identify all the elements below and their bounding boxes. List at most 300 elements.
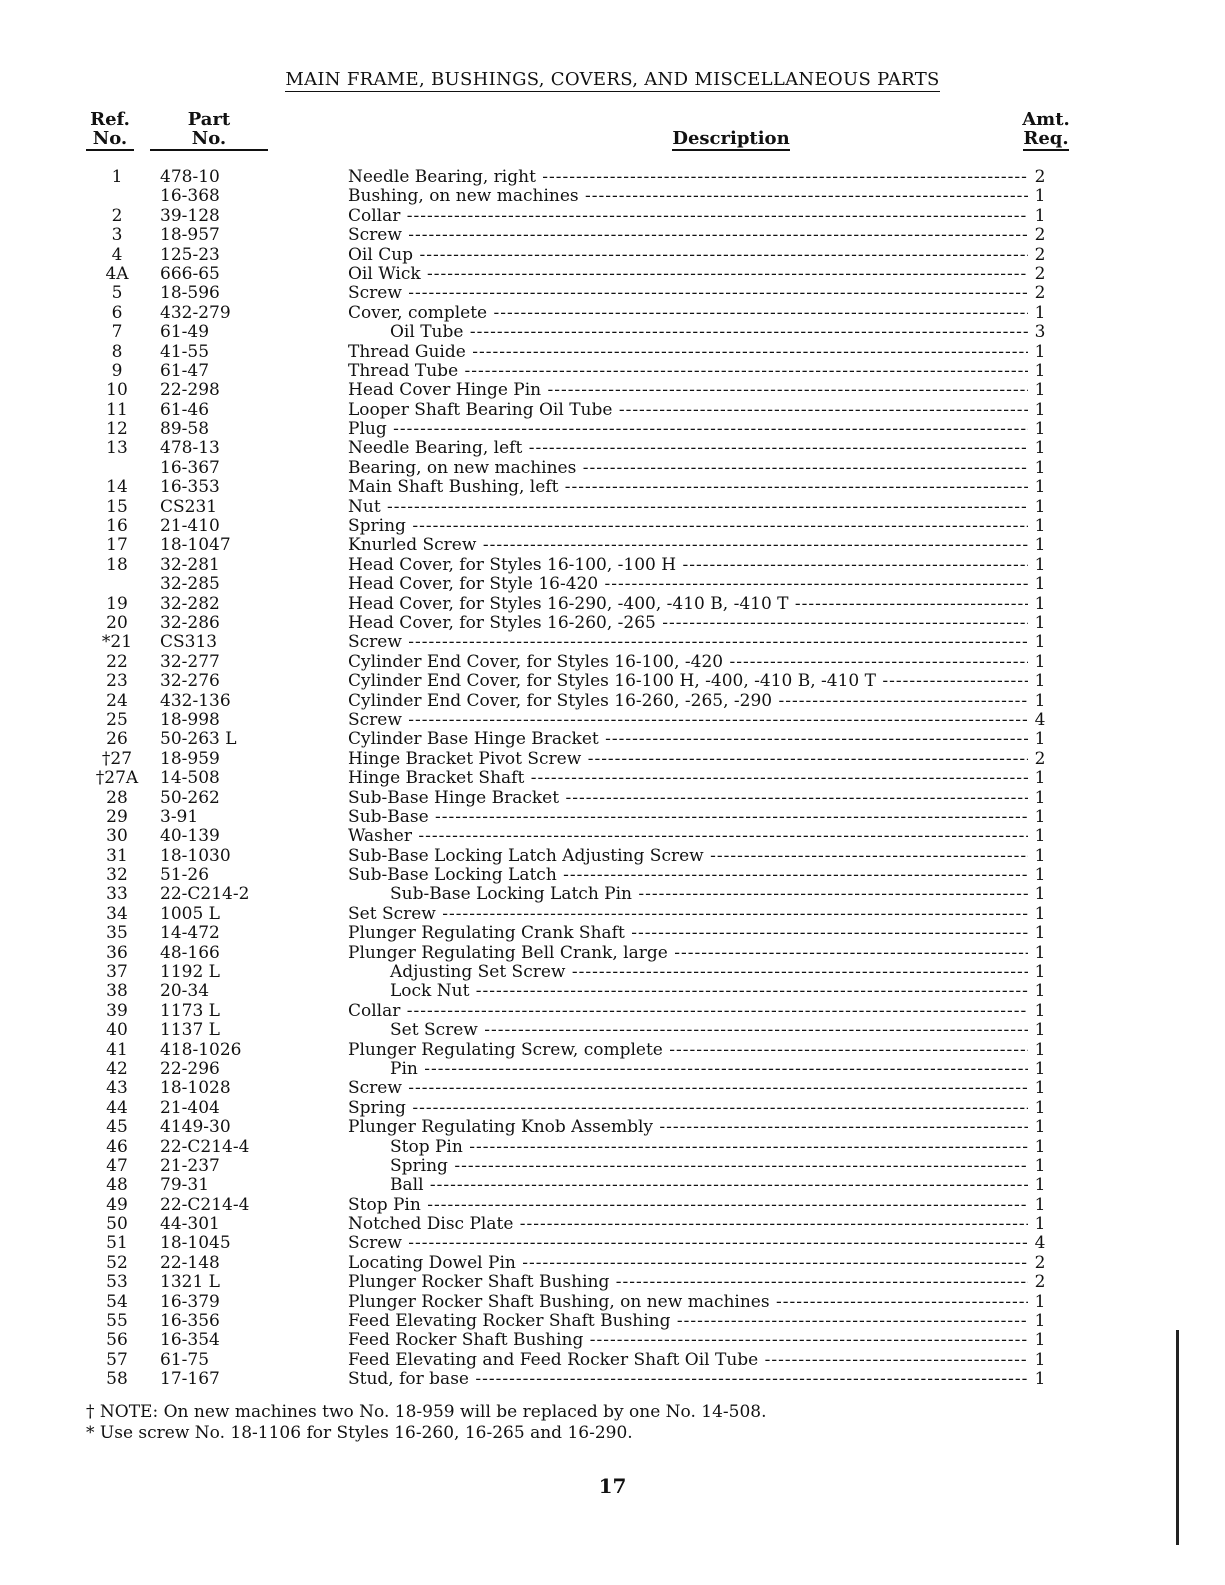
amount-cell: 2 — [1034, 1272, 1046, 1293]
description-cell: Feed Rocker Shaft Bushing ----- — [348, 1331, 1028, 1350]
part-no-cell: 18-1030 — [160, 845, 231, 866]
table-row — [0, 478, 1225, 497]
part-no-cell: 48-166 — [160, 942, 220, 963]
amount-cell: 1 — [1034, 477, 1046, 498]
amount-cell: 1 — [1034, 1000, 1046, 1021]
part-no-cell: 22-296 — [160, 1058, 220, 1079]
description-cell: Stop Pin ----- — [348, 1138, 1028, 1157]
table-row — [0, 711, 1225, 730]
table-row — [0, 1041, 1225, 1060]
amount-cell: 1 — [1034, 341, 1046, 362]
description-cell: Sub-Base Locking Latch Adjusting Screw ----- — [348, 847, 1028, 866]
part-no-cell: 16-356 — [160, 1311, 220, 1332]
part-no-cell: 44-301 — [160, 1214, 220, 1235]
part-no-cell: 16-367 — [160, 457, 220, 478]
amount-cell: 1 — [1034, 865, 1046, 886]
part-no-cell: 32-281 — [160, 554, 220, 575]
parts-table — [0, 168, 1225, 1390]
description-cell: Notched Disc Plate ----- — [348, 1215, 1028, 1234]
description-cell: Plug ----- — [348, 420, 1028, 439]
amount-cell: 1 — [1034, 574, 1046, 595]
amount-cell: 1 — [1034, 806, 1046, 827]
description-cell: Head Cover, for Styles 16-100, -100 H ----- — [348, 556, 1028, 575]
description-cell: Feed Elevating Rocker Shaft Bushing ----- — [348, 1312, 1028, 1331]
part-no-cell: 16-379 — [160, 1291, 220, 1312]
part-no-cell: 14-472 — [160, 923, 220, 944]
part-no-cell: 18-1047 — [160, 535, 231, 556]
part-no-cell: 16-353 — [160, 477, 220, 498]
ref-no-cell: 35 — [106, 923, 128, 944]
description-cell: Oil Wick ----- — [348, 265, 1028, 284]
ref-no-cell: 56 — [106, 1330, 128, 1351]
description-cell: Set Screw ----- — [348, 905, 1028, 924]
table-row — [0, 963, 1225, 982]
table-row — [0, 575, 1225, 594]
amount-cell: 1 — [1034, 981, 1046, 1002]
ref-no-cell: 58 — [106, 1369, 128, 1390]
ref-no-cell: 10 — [106, 380, 128, 401]
ref-no-cell: 11 — [106, 399, 128, 420]
amount-cell: 1 — [1034, 1214, 1046, 1235]
description-cell: Locating Dowel Pin ----- — [348, 1254, 1028, 1273]
amount-cell: 2 — [1034, 1252, 1046, 1273]
ref-no-cell: †27 — [101, 748, 133, 769]
amount-cell: 1 — [1034, 1097, 1046, 1118]
part-no-cell: 1137 L — [160, 1020, 220, 1041]
amount-cell: 2 — [1034, 244, 1046, 265]
description-cell: Plunger Rocker Shaft Bushing ----- — [348, 1273, 1028, 1292]
amount-cell: 1 — [1034, 496, 1046, 517]
amount-cell: 1 — [1034, 962, 1046, 983]
description-cell: Spring ----- — [348, 1099, 1028, 1118]
table-row — [0, 653, 1225, 672]
table-row — [0, 1293, 1225, 1312]
ref-no-cell: 50 — [106, 1214, 128, 1235]
table-row — [0, 1138, 1225, 1157]
table-row — [0, 982, 1225, 1001]
amount-cell: 1 — [1034, 535, 1046, 556]
table-row — [0, 1002, 1225, 1021]
ref-no-cell: 8 — [111, 341, 123, 362]
description-cell: Spring ----- — [348, 1157, 1028, 1176]
table-row — [0, 1118, 1225, 1137]
part-no-cell: 432-136 — [160, 690, 231, 711]
page-number: 17 — [598, 1474, 627, 1498]
amount-cell: 1 — [1034, 360, 1046, 381]
part-no-cell: CS313 — [160, 632, 218, 653]
part-no-cell: 32-277 — [160, 651, 220, 672]
table-row — [0, 439, 1225, 458]
table-row — [0, 459, 1225, 478]
part-no-cell: CS231 — [160, 496, 218, 517]
part-no-cell: 17-167 — [160, 1369, 220, 1390]
part-no-cell: 3-91 — [160, 806, 199, 827]
ref-no-cell: 4 — [111, 244, 123, 265]
amount-cell: 3 — [1034, 322, 1046, 343]
amount-cell: 1 — [1034, 923, 1046, 944]
description-cell: Spring ----- — [348, 517, 1028, 536]
part-no-cell: 18-957 — [160, 225, 220, 246]
ref-no-cell: 16 — [106, 516, 128, 537]
table-row — [0, 246, 1225, 265]
part-no-cell: 61-75 — [160, 1349, 210, 1370]
ref-no-cell: 4A — [105, 263, 129, 284]
table-row — [0, 343, 1225, 362]
part-no-cell: 21-410 — [160, 516, 220, 537]
ref-no-cell: 17 — [106, 535, 128, 556]
ref-no-cell: 26 — [106, 729, 128, 750]
description-cell: Head Cover Hinge Pin ----- — [348, 381, 1028, 400]
ref-no-cell: 51 — [106, 1233, 128, 1254]
ref-no-cell: 25 — [106, 709, 128, 730]
amount-cell: 2 — [1034, 225, 1046, 246]
ref-no-cell: 7 — [111, 322, 123, 343]
amount-cell: 1 — [1034, 826, 1046, 847]
table-row — [0, 517, 1225, 536]
description-cell: Needle Bearing, left ----- — [348, 439, 1028, 458]
amount-cell: 1 — [1034, 1117, 1046, 1138]
table-row — [0, 1157, 1225, 1176]
table-row — [0, 750, 1225, 769]
amount-cell: 1 — [1034, 554, 1046, 575]
table-row — [0, 420, 1225, 439]
part-no-cell: 61-49 — [160, 322, 210, 343]
description-cell: Washer ----- — [348, 827, 1028, 846]
amount-cell: 1 — [1034, 690, 1046, 711]
ref-no-cell: 47 — [106, 1155, 128, 1176]
description-cell: Cylinder End Cover, for Styles 16-100 H, -400, -410 B, -410 T ----- — [348, 672, 1028, 691]
amount-cell: 1 — [1034, 205, 1046, 226]
ref-no-cell: 32 — [106, 865, 128, 886]
ref-no-cell: 31 — [106, 845, 128, 866]
description-cell: Thread Tube ----- — [348, 362, 1028, 381]
amount-cell: 1 — [1034, 768, 1046, 789]
table-row — [0, 789, 1225, 808]
amount-cell: 1 — [1034, 380, 1046, 401]
ref-no-cell: 39 — [106, 1000, 128, 1021]
ref-no-cell: 36 — [106, 942, 128, 963]
part-no-cell: 18-1028 — [160, 1078, 231, 1099]
amount-cell: 1 — [1034, 632, 1046, 653]
ref-no-cell: 13 — [106, 438, 128, 459]
ref-no-cell: 14 — [106, 477, 128, 498]
table-row — [0, 1079, 1225, 1098]
description-cell: Knurled Screw ----- — [348, 536, 1028, 555]
table-row — [0, 866, 1225, 885]
part-no-cell: 22-C214-2 — [160, 884, 250, 905]
table-row — [0, 1370, 1225, 1389]
amount-cell: 1 — [1034, 1291, 1046, 1312]
amount-cell: 1 — [1034, 1078, 1046, 1099]
description-cell: Plunger Regulating Screw, complete ----- — [348, 1041, 1028, 1060]
amount-cell: 2 — [1034, 263, 1046, 284]
description-cell: Oil Tube ----- — [348, 323, 1028, 342]
notes — [86, 1402, 767, 1444]
description-cell: Screw ----- — [348, 226, 1028, 245]
description-cell: Plunger Regulating Crank Shaft ----- — [348, 924, 1028, 943]
part-no-cell: 14-508 — [160, 768, 220, 789]
part-no-cell: 89-58 — [160, 419, 210, 440]
part-no-cell: 51-26 — [160, 865, 210, 886]
description-cell: Screw ----- — [348, 1079, 1028, 1098]
amount-cell: 1 — [1034, 903, 1046, 924]
ref-no-cell: 40 — [106, 1020, 128, 1041]
amount-cell: 1 — [1034, 1039, 1046, 1060]
table-row — [0, 672, 1225, 691]
ref-no-cell: 38 — [106, 981, 128, 1002]
amount-cell: 1 — [1034, 302, 1046, 323]
description-cell: Screw ----- — [348, 633, 1028, 652]
part-no-cell: 1321 L — [160, 1272, 220, 1293]
ref-no-cell: 43 — [106, 1078, 128, 1099]
ref-no-cell: 23 — [106, 671, 128, 692]
description-cell: Cylinder End Cover, for Styles 16-260, -265, -290 ----- — [348, 692, 1028, 711]
part-no-cell: 32-276 — [160, 671, 220, 692]
description-cell: Thread Guide ----- — [348, 343, 1028, 362]
ref-no-cell: 54 — [106, 1291, 128, 1312]
description-cell: Adjusting Set Screw ----- — [348, 963, 1028, 982]
scan-edge-mark — [1176, 1330, 1179, 1545]
ref-no-cell: 24 — [106, 690, 128, 711]
part-no-cell: 61-46 — [160, 399, 210, 420]
table-row — [0, 808, 1225, 827]
part-no-cell: 16-354 — [160, 1330, 220, 1351]
description-cell: Sub-Base Locking Latch ----- — [348, 866, 1028, 885]
table-row — [0, 304, 1225, 323]
description-cell: Hinge Bracket Shaft ----- — [348, 769, 1028, 788]
table-row — [0, 885, 1225, 904]
table-row — [0, 1021, 1225, 1040]
part-no-cell: 4149-30 — [160, 1117, 231, 1138]
table-row — [0, 362, 1225, 381]
table-row — [0, 187, 1225, 206]
table-row — [0, 692, 1225, 711]
description-cell: Head Cover, for Style 16-420 ----- — [348, 575, 1028, 594]
ref-no-cell: 9 — [111, 360, 123, 381]
part-no-cell: 1005 L — [160, 903, 220, 924]
ref-no-cell: 30 — [106, 826, 128, 847]
ref-no-cell: 52 — [106, 1252, 128, 1273]
part-no-cell: 61-47 — [160, 360, 210, 381]
part-no-cell: 18-959 — [160, 748, 220, 769]
amount-cell: 1 — [1034, 419, 1046, 440]
description-cell: Screw ----- — [348, 284, 1028, 303]
description-cell: Sub-Base Locking Latch Pin ----- — [348, 885, 1028, 904]
amount-cell: 1 — [1034, 671, 1046, 692]
amount-cell: 1 — [1034, 1155, 1046, 1176]
ref-no-cell: 29 — [106, 806, 128, 827]
amount-cell: 4 — [1034, 1233, 1046, 1254]
ref-no-cell: 6 — [111, 302, 123, 323]
table-row — [0, 1234, 1225, 1253]
ref-no-cell: 37 — [106, 962, 128, 983]
part-no-cell: 39-128 — [160, 205, 220, 226]
table-row — [0, 730, 1225, 749]
amount-cell: 2 — [1034, 748, 1046, 769]
note-asterisk: * Use screw No. 18-1106 for Styles 16-260, 16-265 and 16-290. — [86, 1423, 633, 1443]
part-no-cell: 50-263 L — [160, 729, 237, 750]
table-row — [0, 633, 1225, 652]
amount-cell: 1 — [1034, 438, 1046, 459]
header-ref-no: Ref. No. — [86, 110, 134, 151]
table-row — [0, 536, 1225, 555]
ref-no-cell: 34 — [106, 903, 128, 924]
amount-cell: 1 — [1034, 1175, 1046, 1196]
header-description: Description — [672, 128, 790, 149]
description-cell: Bushing, on new machines ----- — [348, 187, 1028, 206]
part-no-cell: 22-C214-4 — [160, 1194, 250, 1215]
table-row — [0, 924, 1225, 943]
description-cell: Screw ----- — [348, 1234, 1028, 1253]
part-no-cell: 478-10 — [160, 167, 220, 187]
description-cell: Main Shaft Bushing, left ----- — [348, 478, 1028, 497]
ref-no-cell: 57 — [106, 1349, 128, 1370]
part-no-cell: 21-404 — [160, 1097, 220, 1118]
part-no-cell: 20-34 — [160, 981, 210, 1002]
description-cell: Head Cover, for Styles 16-290, -400, -410 B, -410 T ----- — [348, 595, 1028, 614]
ref-no-cell: 20 — [106, 612, 128, 633]
description-cell: Head Cover, for Styles 16-260, -265 ----- — [348, 614, 1028, 633]
ref-no-cell: 45 — [106, 1117, 128, 1138]
amount-cell: 1 — [1034, 516, 1046, 537]
ref-no-cell: 19 — [106, 593, 128, 614]
part-no-cell: 478-13 — [160, 438, 220, 459]
table-row — [0, 1060, 1225, 1079]
part-no-cell: 41-55 — [160, 341, 210, 362]
ref-no-cell: 41 — [106, 1039, 128, 1060]
note-dagger: † NOTE: On new machines two No. 18-959 will be replaced by one No. 14-508. — [86, 1402, 767, 1422]
table-row — [0, 595, 1225, 614]
table-row — [0, 265, 1225, 284]
amount-cell: 1 — [1034, 1136, 1046, 1157]
amount-cell: 1 — [1034, 1020, 1046, 1041]
table-row — [0, 1312, 1225, 1331]
description-cell: Plunger Regulating Knob Assembly ----- — [348, 1118, 1028, 1137]
ref-no-cell: 1 — [111, 167, 123, 187]
table-row — [0, 401, 1225, 420]
amount-cell: 1 — [1034, 1330, 1046, 1351]
description-cell: Cylinder End Cover, for Styles 16-100, -420 ----- — [348, 653, 1028, 672]
table-row — [0, 1273, 1225, 1292]
amount-cell: 1 — [1034, 186, 1046, 207]
part-no-cell: 418-1026 — [160, 1039, 242, 1060]
table-row — [0, 1099, 1225, 1118]
description-cell: Feed Elevating and Feed Rocker Shaft Oil Tube ----- — [348, 1351, 1028, 1370]
ref-no-cell: 33 — [106, 884, 128, 905]
description-cell: Cylinder Base Hinge Bracket ----- — [348, 730, 1028, 749]
description-cell: Needle Bearing, right ----- — [348, 168, 1028, 187]
part-no-cell: 1173 L — [160, 1000, 220, 1021]
ref-no-cell: 22 — [106, 651, 128, 672]
description-cell: Cover, complete ----- — [348, 304, 1028, 323]
description-cell: Collar ----- — [348, 1002, 1028, 1021]
description-cell: Set Screw ----- — [348, 1021, 1028, 1040]
description-cell: Lock Nut ----- — [348, 982, 1028, 1001]
table-row — [0, 226, 1225, 245]
description-cell: Sub-Base ----- — [348, 808, 1028, 827]
ref-no-cell: 53 — [106, 1272, 128, 1293]
amount-cell: 1 — [1034, 1194, 1046, 1215]
table-row — [0, 1351, 1225, 1370]
table-row — [0, 614, 1225, 633]
part-no-cell: 18-1045 — [160, 1233, 231, 1254]
amount-cell: 1 — [1034, 612, 1046, 633]
table-row — [0, 1196, 1225, 1215]
amount-cell: 1 — [1034, 399, 1046, 420]
ref-no-cell: 55 — [106, 1311, 128, 1332]
ref-no-cell: 15 — [106, 496, 128, 517]
part-no-cell: 21-237 — [160, 1155, 220, 1176]
part-no-cell: 40-139 — [160, 826, 220, 847]
description-cell: Pin ----- — [348, 1060, 1028, 1079]
ref-no-cell: 44 — [106, 1097, 128, 1118]
ref-no-cell: 18 — [106, 554, 128, 575]
part-no-cell: 16-368 — [160, 186, 220, 207]
amount-cell: 1 — [1034, 884, 1046, 905]
ref-no-cell: †27A — [95, 768, 139, 789]
part-no-cell: 79-31 — [160, 1175, 210, 1196]
ref-no-cell: 3 — [111, 225, 123, 246]
part-no-cell: 125-23 — [160, 244, 220, 265]
table-row — [0, 1176, 1225, 1195]
amount-cell: 2 — [1034, 283, 1046, 304]
amount-cell: 1 — [1034, 651, 1046, 672]
part-no-cell: 432-279 — [160, 302, 231, 323]
table-row — [0, 1331, 1225, 1350]
part-no-cell: 22-298 — [160, 380, 220, 401]
amount-cell: 1 — [1034, 593, 1046, 614]
ref-no-cell: 48 — [106, 1175, 128, 1196]
description-cell: Nut ----- — [348, 498, 1028, 517]
table-row — [0, 827, 1225, 846]
description-cell: Screw ----- — [348, 711, 1028, 730]
part-no-cell: 50-262 — [160, 787, 220, 808]
ref-no-cell: 5 — [111, 283, 123, 304]
table-row — [0, 847, 1225, 866]
amount-cell: 1 — [1034, 1058, 1046, 1079]
table-row — [0, 498, 1225, 517]
table-row — [0, 381, 1225, 400]
table-row — [0, 207, 1225, 226]
table-row — [0, 944, 1225, 963]
description-cell: Stop Pin ----- — [348, 1196, 1028, 1215]
amount-cell: 1 — [1034, 845, 1046, 866]
ref-no-cell: 42 — [106, 1058, 128, 1079]
part-no-cell: 22-C214-4 — [160, 1136, 250, 1157]
description-cell: Stud, for base ----- — [348, 1370, 1028, 1389]
part-no-cell: 666-65 — [160, 263, 220, 284]
description-cell: Plunger Regulating Bell Crank, large ----- — [348, 944, 1028, 963]
amount-cell: 1 — [1034, 942, 1046, 963]
page-title: MAIN FRAME, BUSHINGS, COVERS, AND MISCELLANEOUS PARTS — [285, 69, 940, 90]
description-cell: Sub-Base Hinge Bracket ----- — [348, 789, 1028, 808]
ref-no-cell: *21 — [101, 632, 133, 653]
part-no-cell: 32-286 — [160, 612, 220, 633]
part-no-cell: 18-998 — [160, 709, 220, 730]
ref-no-cell: 28 — [106, 787, 128, 808]
part-no-cell: 18-596 — [160, 283, 220, 304]
amount-cell: 2 — [1034, 167, 1046, 187]
table-row — [0, 323, 1225, 342]
amount-cell: 1 — [1034, 1311, 1046, 1332]
table-row — [0, 168, 1225, 187]
description-cell: Bearing, on new machines ----- — [348, 459, 1028, 478]
ref-no-cell: 2 — [111, 205, 123, 226]
ref-no-cell: 12 — [106, 419, 128, 440]
table-row — [0, 556, 1225, 575]
amount-cell: 1 — [1034, 457, 1046, 478]
description-cell: Ball ----- — [348, 1176, 1028, 1195]
